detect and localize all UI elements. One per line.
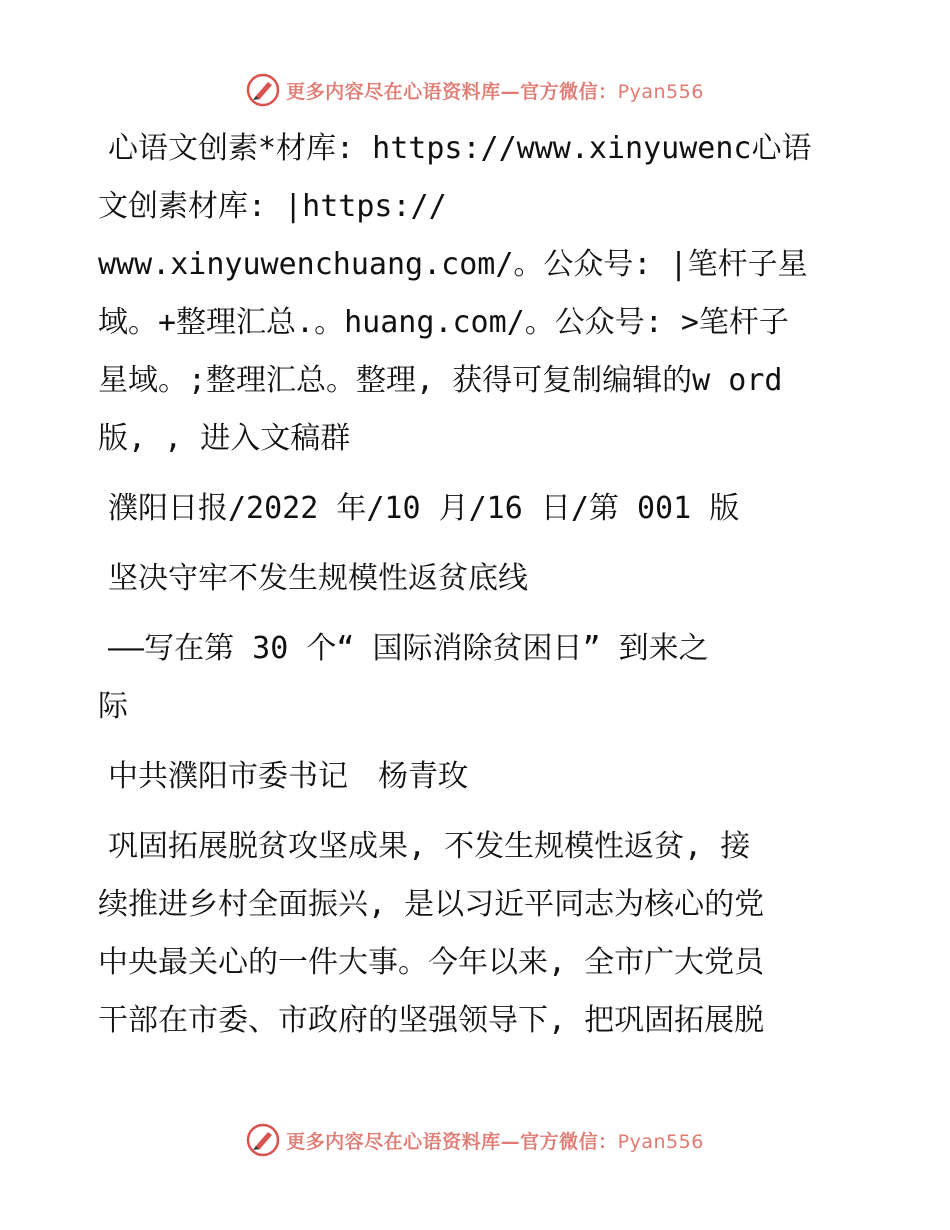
intro-line: 星域。;整理汇总。整理, 获得可复制编辑的w ord xyxy=(98,363,783,398)
banner-text: 更多内容尽在心语资料库—官方微信：Pyan556 xyxy=(286,1130,704,1153)
intro-line: www.xinyuwenchuang.com/。公众号: |笔杆子星 xyxy=(98,247,808,282)
banner-account: Pyan556 xyxy=(617,1130,704,1153)
author-line: 中共濮阳市委书记 杨青玫 xyxy=(108,759,468,794)
header-banner xyxy=(0,70,950,110)
body-line: 续推进乡村全面振兴, 是以习近平同志为核心的党 xyxy=(98,887,765,922)
source-line: 濮阳日报/2022 年/10 月/16 日/第 001 版 xyxy=(108,491,740,526)
body-line: 中央最关心的一件大事。今年以来, 全市广大党员 xyxy=(98,945,765,980)
intro-line: 域。+整理汇总.。huang.com/。公众号: >笔杆子 xyxy=(98,305,789,340)
headline: 坚决守牢不发生规模性返贫底线 xyxy=(108,561,528,596)
footer-banner xyxy=(0,1120,950,1160)
brand-logo-icon xyxy=(246,1123,280,1157)
brand-logo-icon xyxy=(246,73,280,107)
body-line: 巩固拓展脱贫攻坚成果, 不发生规模性返贫, 接 xyxy=(108,829,751,864)
subtitle-line: ——写在第 30 个“ 国际消除贫困日” 到来之 xyxy=(108,631,709,666)
intro-line: 心语文创素*材库: https://www.xinyuwenc心语 xyxy=(108,131,812,166)
banner-text: 更多内容尽在心语资料库—官方微信：Pyan556 xyxy=(286,80,704,103)
subtitle-line: 际 xyxy=(98,689,128,724)
intro-line: 文创素材库: |https:// xyxy=(98,189,447,224)
body-line: 干部在市委、市政府的坚强领导下, 把巩固拓展脱 xyxy=(98,1003,765,1038)
intro-line: 版, , 进入文稿群 xyxy=(98,421,351,456)
document-body xyxy=(98,120,868,1050)
banner-account: Pyan556 xyxy=(617,80,704,103)
